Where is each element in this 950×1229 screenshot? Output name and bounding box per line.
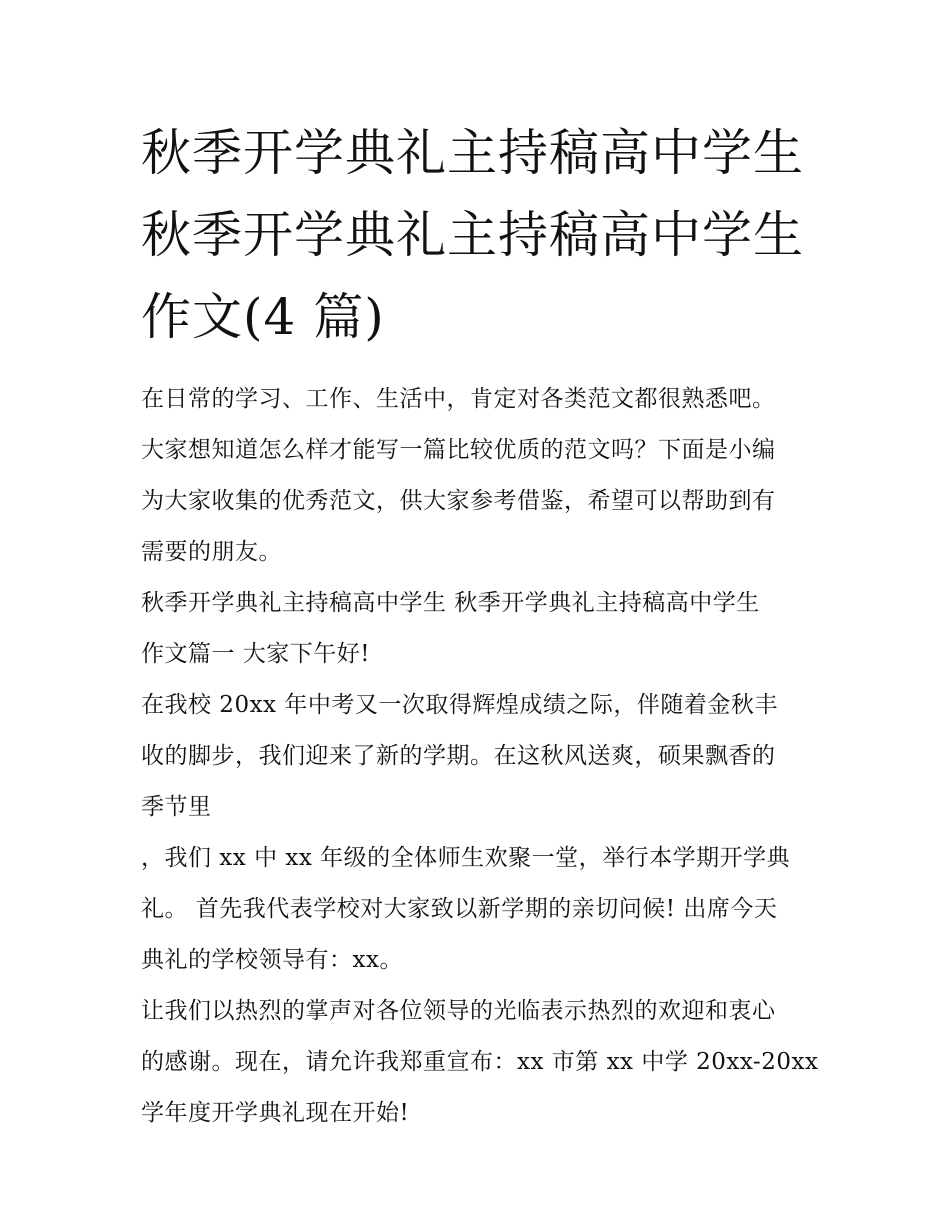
text-line: 季节里 bbox=[141, 794, 212, 820]
text-line: 让我们以热烈的掌声对各位领导的光临表示热烈的欢迎和衷心 bbox=[141, 998, 776, 1024]
document-title bbox=[141, 112, 821, 358]
text-line: 典礼的学校领导有：xx。 bbox=[141, 947, 403, 973]
text-line: 需要的朋友。 bbox=[141, 539, 282, 565]
section-heading-paragraph bbox=[141, 578, 821, 680]
title-line: 作文(4 篇) bbox=[141, 288, 385, 346]
title-line: 秋季开学典礼主持稿高中学生 bbox=[141, 124, 804, 182]
text-line: 学年度开学典礼现在开始! bbox=[141, 1100, 410, 1126]
text-line: 大家想知道怎么样才能写一篇比较优质的范文吗？下面是小编 bbox=[141, 437, 776, 463]
body-paragraph bbox=[141, 680, 821, 833]
title-line: 秋季开学典礼主持稿高中学生 bbox=[141, 206, 804, 264]
text-line: ，我们 xx 中 xx 年级的全体师生欢聚一堂，举行本学期开学典 bbox=[141, 845, 791, 871]
body-paragraph bbox=[141, 833, 821, 986]
text-line: 为大家收集的优秀范文，供大家参考借鉴，希望可以帮助到有 bbox=[141, 488, 776, 514]
text-line: 秋季开学典礼主持稿高中学生 秋季开学典礼主持稿高中学生 bbox=[141, 590, 760, 616]
text-line: 作文篇一 大家下午好! bbox=[141, 641, 371, 667]
text-line: 的感谢。现在，请允许我郑重宣布：xx 市第 xx 中学 20xx-20xx bbox=[141, 1049, 819, 1075]
text-line: 在我校 20xx 年中考又一次取得辉煌成绩之际，伴随着金秋丰 bbox=[141, 692, 778, 718]
document-body bbox=[141, 374, 821, 1139]
body-paragraph bbox=[141, 986, 821, 1139]
text-line: 礼。 首先我代表学校对大家致以新学期的亲切问候! 出席今天 bbox=[141, 896, 778, 922]
intro-paragraph bbox=[141, 374, 821, 578]
text-line: 在日常的学习、工作、生活中，肯定对各类范文都很熟悉吧。 bbox=[141, 386, 776, 412]
text-line: 收的脚步，我们迎来了新的学期。在这秋风送爽，硕果飘香的 bbox=[141, 743, 776, 769]
document-page bbox=[141, 112, 821, 1139]
